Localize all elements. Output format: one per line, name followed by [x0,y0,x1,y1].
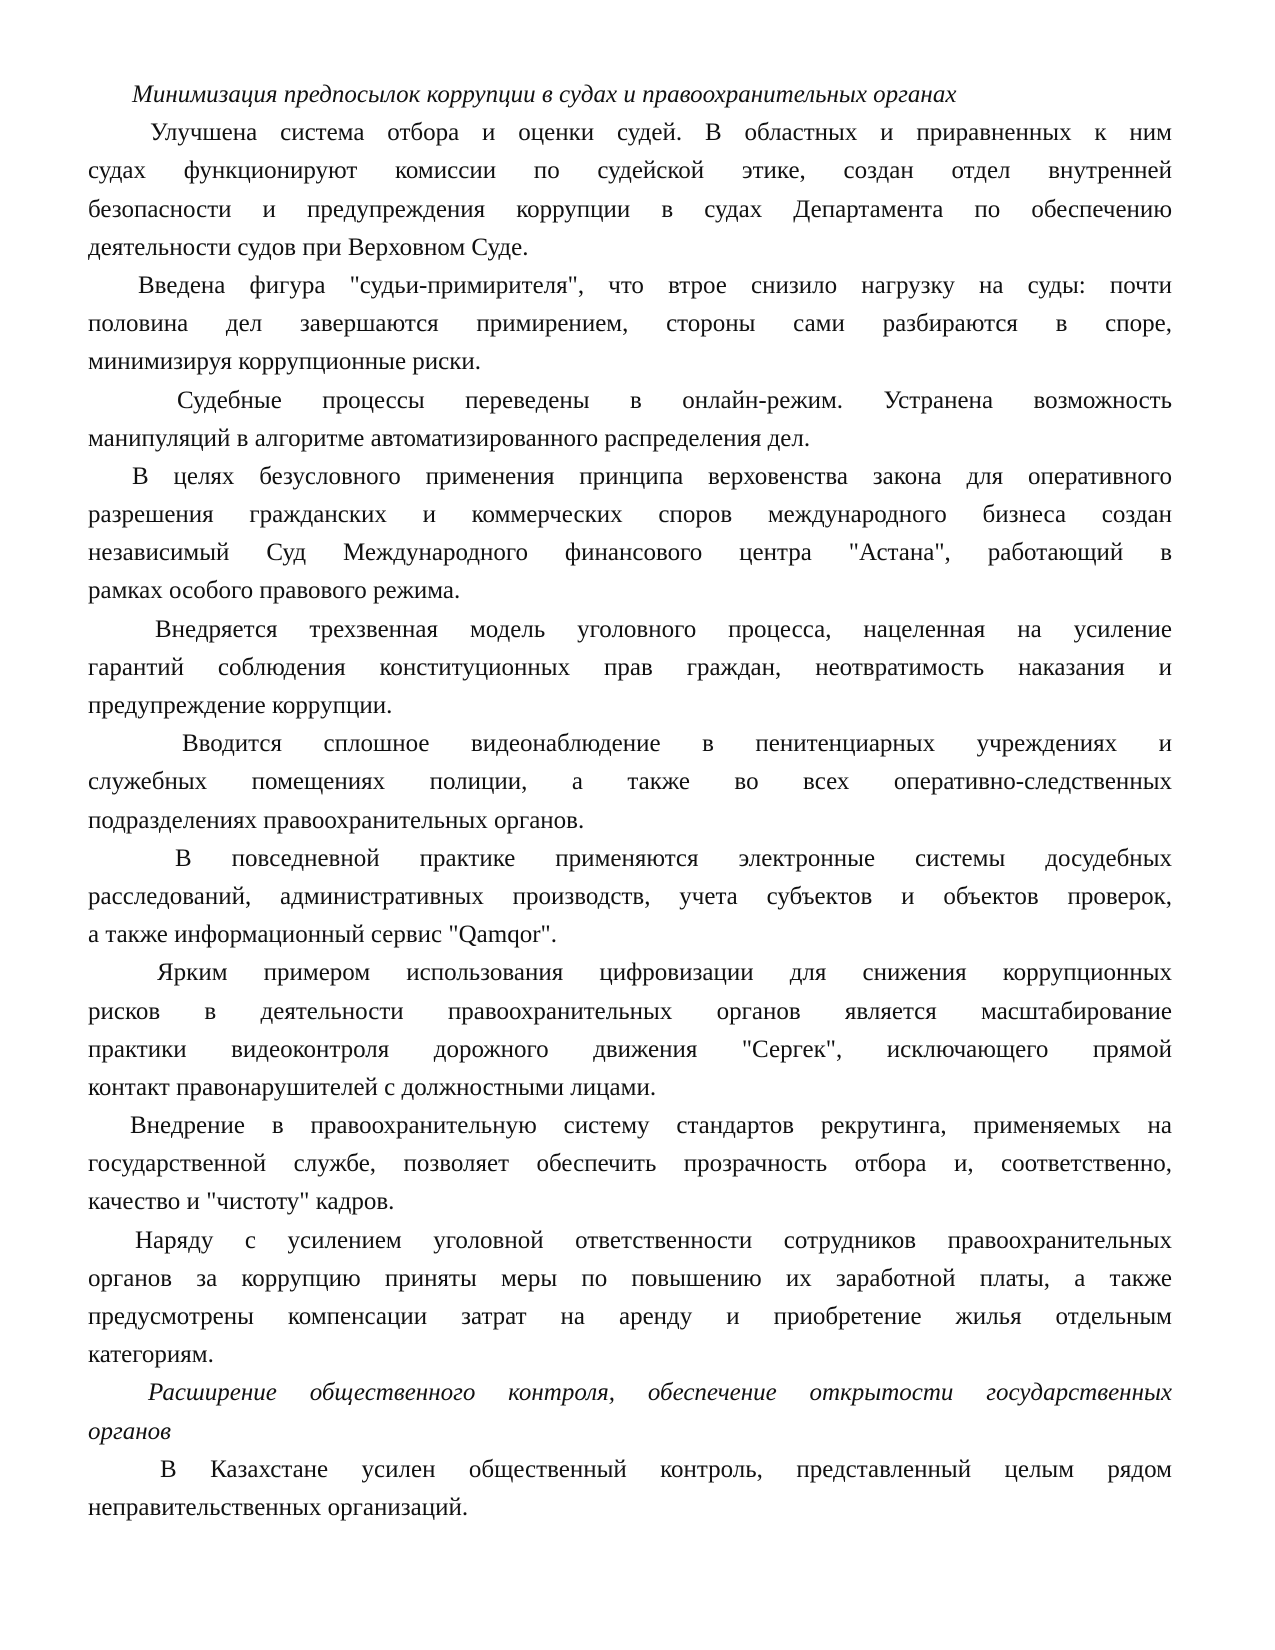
paragraph-line: минимизируя коррупционные риски. [88,348,482,376]
paragraph-line: манипуляций в алгоритме автоматизированного распределения дел. [88,424,811,452]
paragraph-line: подразделениях правоохранительных органов. [88,806,585,834]
heading-line: Расширение общественного контроля, обеспечение открытости государственных [148,1379,1172,1407]
document-page [88,76,1172,1527]
paragraph-line: Судебные процессы переведены в онлайн-режим. Устранена возможность [177,386,1172,414]
paragraph-line: В целях безусловного применения принципа верховенства закона для оперативного [132,462,1172,490]
paragraph-line: В Казахстане усилен общественный контроль, представленный целым рядом [160,1455,1172,1483]
paragraph-line: рамках особого правового режима. [88,577,461,605]
paragraph-line: безопасности и предупреждения коррупции в судах Департамента по обеспечению [88,195,1172,223]
paragraph-line: неправительственных организаций. [88,1493,469,1521]
body-paragraph [88,1222,1172,1375]
body-paragraph [88,458,1172,611]
paragraph-line: Наряду с усилением уголовной ответственности сотрудников правоохранительных [135,1226,1172,1254]
paragraph-line: Внедрение в правоохранительную систему стандартов рекрутинга, применяемых на [130,1112,1172,1140]
paragraph-line: В повседневной практике применяются электронные системы досудебных [175,844,1172,872]
paragraph-line: расследований, административных производств, учета субъектов и объектов проверок, [88,882,1172,910]
paragraph-line: гарантий соблюдения конституционных прав граждан, неотвратимость наказания и [88,653,1172,681]
heading-line: органов [88,1417,172,1445]
paragraph-line: практики видеоконтроля дорожного движения "Сергек", исключающего прямой [88,1035,1172,1063]
paragraph-line: а также информационный сервис "Qamqor". [88,921,557,949]
body-paragraph [88,725,1172,840]
section-heading [88,76,1172,114]
paragraph-line: половина дел завершаются примирением, стороны сами разбираются в споре, [88,310,1172,338]
body-paragraph [88,1451,1172,1527]
section-heading [88,1374,1172,1450]
heading-line: Минимизация предпосылок коррупции в судах и правоохранительных органах [132,81,957,108]
paragraph-line: судах функционируют комиссии по судейской этике, создан отдел внутренней [88,157,1172,185]
body-paragraph [88,954,1172,1107]
paragraph-line: Внедряется трехзвенная модель уголовного процесса, нацеленная на усиление [155,615,1172,643]
paragraph-line: Введена фигура "судьи-примирителя", что втрое снизило нагрузку на суды: почти [138,271,1172,299]
paragraph-line: Улучшена система отбора и оценки судей. В областных и приравненных к ним [150,119,1172,147]
body-paragraph [88,611,1172,726]
paragraph-line: Вводится сплошное видеонаблюдение в пенитенциарных учреждениях и [182,730,1172,758]
paragraph-line: рисков в деятельности правоохранительных органов является масштабирование [88,997,1172,1025]
paragraph-line: независимый Суд Международного финансового центра "Астана", работающий в [88,539,1172,567]
body-paragraph [88,267,1172,382]
paragraph-line: государственной службе, позволяет обеспечить прозрачность отбора и, соответственно, [88,1150,1172,1178]
paragraph-line: служебных помещениях полиции, а также во всех оперативно-следственных [88,768,1172,796]
paragraph-line: разрешения гражданских и коммерческих споров международного бизнеса создан [88,501,1172,529]
paragraph-line: категориям. [88,1341,214,1369]
paragraph-line: органов за коррупцию приняты меры по повышению их заработной платы, а также [88,1264,1172,1292]
body-paragraph [88,114,1172,267]
paragraph-line: качество и "чистоту" кадров. [88,1188,395,1216]
paragraph-line: предусмотрены компенсации затрат на аренду и приобретение жилья отдельным [88,1303,1172,1330]
paragraph-line: контакт правонарушителей с должностными лицами. [88,1073,657,1101]
body-paragraph [88,1107,1172,1222]
body-paragraph [88,382,1172,458]
paragraph-line: предупреждение коррупции. [88,692,393,719]
paragraph-line: Ярким примером использования цифровизации для снижения коррупционных [157,959,1172,987]
paragraph-line: деятельности судов при Верховном Суде. [88,233,529,261]
body-paragraph [88,840,1172,955]
